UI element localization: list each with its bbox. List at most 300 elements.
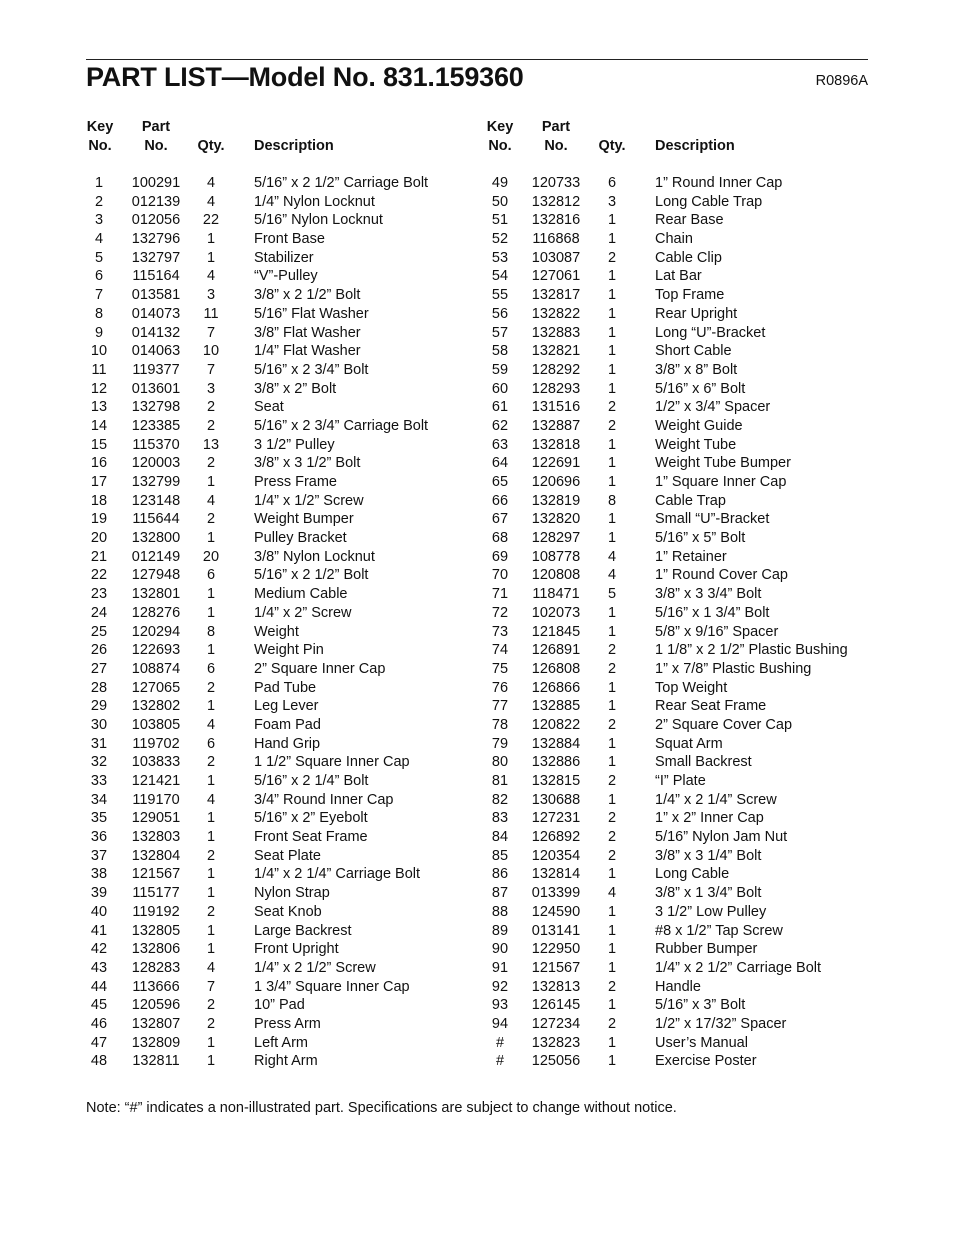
qty-cell: 2 [607,716,617,733]
part-no-cell: 124590 [531,903,581,920]
part-no-cell: 127234 [531,1015,581,1032]
description-cell: 1 1/2” Square Inner Cap [254,754,410,771]
part-no-cell: 120003 [131,455,181,472]
description-cell: Small Backrest [655,754,752,771]
description-cell: 1 1/8” x 2 1/2” Plastic Bushing [655,642,848,659]
key-no-cell: 33 [90,773,108,789]
qty-cell: 2 [607,847,617,864]
qty-cell: 1 [206,604,216,621]
key-no-cell: 22 [90,567,108,584]
qty-cell: 1 [607,698,617,715]
qty-cell: 1 [206,1053,216,1070]
qty-cell: 1 [206,922,216,939]
description-cell: Pulley Bracket [254,530,347,547]
qty-cell: 3 [206,380,216,397]
description-cell: Squat Arm [655,735,723,752]
description-cell: 10” Pad [254,997,305,1014]
part-no-cell: 108778 [531,548,581,565]
part-no-cell: 120808 [531,567,581,584]
part-no-cell: 132815 [531,773,581,789]
description-cell: 5/16” x 3” Bolt [655,997,746,1014]
key-no-cell: 70 [491,567,509,584]
part-no-cell: 132886 [531,754,581,771]
key-no-cell: 40 [90,903,108,920]
qty-cell: 2 [607,417,617,434]
description-cell: 5/16” x 1 3/4” Bolt [655,604,770,621]
part-no-cell: 115370 [132,436,180,453]
qty-cell: 2 [206,1015,216,1032]
part-no-cell: 132798 [131,399,181,416]
qty-cell: 5 [607,586,617,603]
key-no-cell: 57 [491,324,509,341]
part-no-cell: 126891 [531,642,581,659]
description-cell: Weight [254,623,299,640]
header-description-left: Description [254,138,334,154]
key-no-cell: 72 [491,604,509,621]
part-no-cell: 128292 [531,361,581,378]
part-no-cell: 126145 [531,997,581,1014]
description-cell: 5/16” x 5” Bolt [655,530,746,547]
key-no-cell: 74 [491,642,509,659]
key-no-cell: 18 [90,492,108,509]
key-no-cell: # [495,1053,505,1070]
key-no-cell: 61 [491,399,509,416]
description-cell: Front Upright [254,941,339,958]
qty-cell: 1 [206,829,216,846]
key-no-cell: 5 [94,249,104,266]
key-no-cell: 91 [491,959,509,976]
key-no-cell: 71 [491,586,509,603]
qty-cell: 2 [607,773,617,789]
key-no-cell: 12 [90,380,108,397]
key-no-cell: 49 [491,175,509,191]
key-no-cell: 76 [491,679,509,696]
qty-cell: 4 [206,791,216,808]
description-cell: 1/4” Flat Washer [254,343,361,360]
key-no-cell: 54 [491,268,509,285]
description-cell: 3/8” x 3 3/4” Bolt [655,586,762,603]
key-no-cell: 85 [491,847,509,864]
key-no-cell: 94 [491,1015,509,1032]
key-no-cell: 39 [90,885,108,902]
part-no-cell: 127231 [531,810,581,827]
part-no-cell: 012149 [131,548,181,565]
key-no-cell: 20 [90,530,108,547]
part-no-cell: 103087 [531,249,581,266]
part-no-cell: 121421 [131,773,181,789]
description-cell: 3/8” x 1 3/4” Bolt [655,885,762,902]
key-no-cell: 58 [491,343,509,360]
qty-cell: 1 [206,231,216,248]
key-no-cell: 1 [94,175,104,191]
part-no-cell: 120596 [131,997,181,1014]
part-no-cell: 115644 [132,511,180,528]
description-cell: 1/2” x 3/4” Spacer [655,399,771,416]
qty-cell: 4 [206,175,216,191]
header-key-no-left [75,118,125,156]
part-no-cell: 131516 [531,399,581,416]
description-cell: Rear Upright [655,305,738,322]
description-cell: Long “U”-Bracket [655,324,766,341]
description-cell: 1/4” x 1/2” Screw [254,492,364,509]
key-no-cell: 3 [94,212,104,229]
qty-cell: 2 [206,455,216,472]
description-cell: 5/16” x 2 1/4” Bolt [254,773,369,789]
qty-cell: 1 [607,231,617,248]
qty-cell: 4 [607,567,617,584]
header-key-label: Key [86,119,114,135]
key-no-cell: 62 [491,417,509,434]
description-cell: Seat Plate [254,847,321,864]
description-cell: Cable Clip [655,249,722,266]
qty-cell: 1 [607,866,617,883]
key-no-cell: 2 [94,193,104,210]
description-cell: Exercise Poster [655,1053,757,1070]
qty-cell: 2 [607,642,617,659]
part-no-cell: 132801 [131,586,181,603]
description-cell: Press Arm [254,1015,321,1032]
description-cell: 3/8” x 2” Bolt [254,380,337,397]
description-cell: 5/16” Nylon Locknut [254,212,383,229]
header-qty-right: Qty. [598,138,626,154]
key-no-cell: 7 [94,287,104,304]
description-cell: Cable Trap [655,492,726,509]
key-no-cell: 80 [491,754,509,771]
key-no-cell: # [495,1034,505,1051]
part-no-cell: 014063 [131,343,181,360]
part-no-cell: 122950 [531,941,581,958]
key-no-cell: 6 [94,268,104,285]
qty-cell: 11 [203,305,219,322]
description-cell: Medium Cable [254,586,348,603]
footnote: Note: “#” indicates a non-illustrated part. Specifications are subject to change without notice. [86,1100,677,1116]
qty-cell: 1 [607,361,617,378]
key-no-cell: 90 [491,941,509,958]
qty-cell: 8 [607,492,617,509]
qty-cell: 3 [607,193,617,210]
qty-cell: 7 [206,324,216,341]
qty-cell: 1 [607,903,617,920]
qty-cell: 2 [607,249,617,266]
description-cell: Rear Seat Frame [655,698,767,715]
part-no-cell: 013601 [131,380,181,397]
part-no-cell: 013581 [131,287,181,304]
qty-cell: 2 [607,978,617,995]
part-no-cell: 132823 [531,1034,581,1051]
key-no-cell: 37 [90,847,108,864]
part-no-cell: 102073 [531,604,581,621]
qty-cell: 1 [607,791,617,808]
key-no-cell: 14 [90,417,108,434]
qty-cell: 8 [206,623,216,640]
key-no-cell: 27 [90,660,108,677]
qty-cell: 1 [607,455,617,472]
description-cell: 5/16” Flat Washer [254,305,369,322]
qty-cell: 1 [607,324,617,341]
key-no-cell: 26 [90,642,108,659]
part-no-cell: 132819 [531,492,581,509]
part-no-cell: 127948 [131,567,181,584]
key-no-cell: 32 [90,754,108,771]
qty-cell: 1 [607,268,617,285]
description-cell: Weight Guide [655,417,743,434]
part-no-cell: 132797 [131,249,181,266]
part-no-cell: 132812 [531,193,581,210]
qty-cell: 1 [607,380,617,397]
part-no-cell: 128283 [131,959,181,976]
part-no-cell: 129051 [131,810,181,827]
part-no-cell: 121845 [531,623,581,640]
description-cell: Press Frame [254,474,337,490]
qty-cell: 1 [607,436,617,453]
qty-cell: 1 [607,511,617,528]
description-cell: 3/4” Round Inner Cap [254,791,394,808]
part-no-cell: 132821 [531,343,581,360]
description-cell: 1” Round Inner Cap [655,175,783,191]
key-no-cell: 38 [90,866,108,883]
description-cell: Large Backrest [254,922,352,939]
qty-cell: 2 [607,1015,617,1032]
key-no-cell: 29 [90,698,108,715]
part-no-cell: 103833 [131,754,181,771]
description-cell: Long Cable Trap [655,193,763,210]
qty-cell: 6 [206,660,216,677]
key-no-cell: 88 [491,903,509,920]
description-cell: 1/4” x 2 1/2” Screw [254,959,376,976]
key-no-cell: 46 [90,1015,108,1032]
key-no-cell: 16 [90,455,108,472]
description-cell: 2” Square Inner Cap [254,660,386,677]
description-cell: #8 x 1/2” Tap Screw [655,922,783,939]
key-no-cell: 92 [491,978,509,995]
description-cell: Top Weight [655,679,728,696]
qty-cell: 1 [206,249,216,266]
qty-cell: 2 [206,754,216,771]
header-qty-left: Qty. [197,138,225,154]
part-no-cell: 127061 [531,268,581,285]
description-cell: Small “U”-Bracket [655,511,770,528]
part-no-cell: 126866 [531,679,581,696]
key-no-cell: 50 [491,193,509,210]
qty-cell: 2 [607,829,617,846]
qty-cell: 1 [607,305,617,322]
key-no-cell: 66 [491,492,509,509]
part-no-cell: 123385 [131,417,181,434]
part-no-cell: 132818 [531,436,581,453]
part-no-cell: 115177 [132,885,180,902]
description-cell: 5/16” x 6” Bolt [655,380,746,397]
qty-cell: 4 [607,548,617,565]
key-no-cell: 44 [90,978,108,995]
key-no-cell: 73 [491,623,509,640]
qty-cell: 1 [607,474,617,490]
description-cell: 1” Retainer [655,548,727,565]
qty-cell: 1 [607,735,617,752]
description-cell: Handle [655,978,701,995]
key-no-cell: 86 [491,866,509,883]
part-no-cell: 012139 [131,193,181,210]
header-part-label: Part [541,119,571,135]
qty-cell: 2 [607,660,617,677]
description-cell: 1” x 7/8” Plastic Bushing [655,660,812,677]
description-cell: Rear Base [655,212,724,229]
part-no-cell: 132796 [131,231,181,248]
description-cell: 1” Round Cover Cap [655,567,788,584]
part-no-cell: 014073 [131,305,181,322]
qty-cell: 1 [206,642,216,659]
qty-cell: 1 [206,474,216,490]
part-no-cell: 121567 [131,866,181,883]
key-no-cell: 52 [491,231,509,248]
header-part-label: Part [141,119,171,135]
qty-cell: 1 [206,773,216,789]
qty-cell: 1 [607,941,617,958]
qty-cell: 2 [607,399,617,416]
header-key-no-right [475,118,525,156]
description-cell: Pad Tube [254,679,317,696]
key-no-cell: 64 [491,455,509,472]
qty-cell: 1 [607,997,617,1014]
qty-cell: 1 [206,698,216,715]
qty-cell: 6 [607,175,617,191]
part-no-cell: 012056 [131,212,181,229]
qty-cell: 22 [202,212,220,229]
part-no-cell: 132809 [131,1034,181,1051]
description-cell: 5/16” x 2 3/4” Carriage Bolt [254,417,429,434]
key-no-cell: 15 [90,436,108,453]
description-cell: Seat Knob [254,903,322,920]
qty-cell: 10 [202,343,220,360]
key-no-cell: 67 [491,511,509,528]
key-no-cell: 51 [491,212,509,229]
qty-cell: 7 [206,978,216,995]
part-no-cell: 122691 [531,455,581,472]
part-no-cell: 119192 [132,903,180,920]
description-cell: 1/4” x 2 1/2” Carriage Bolt [655,959,822,976]
header-no-label: No. [488,138,512,154]
key-no-cell: 10 [90,343,108,360]
part-no-cell: 132803 [131,829,181,846]
key-no-cell: 59 [491,361,509,378]
qty-cell: 1 [607,623,617,640]
description-cell: Foam Pad [254,716,321,733]
key-no-cell: 24 [90,604,108,621]
part-no-cell: 128297 [531,530,581,547]
part-no-cell: 132799 [131,474,181,490]
part-no-cell: 120733 [531,175,581,191]
description-cell: Leg Lever [254,698,319,715]
part-no-cell: 132813 [531,978,581,995]
description-cell: Nylon Strap [254,885,330,902]
part-no-cell: 132800 [131,530,181,547]
qty-cell: 1 [607,754,617,771]
qty-cell: 2 [206,903,216,920]
key-no-cell: 36 [90,829,108,846]
part-no-cell: 132817 [531,287,581,304]
key-no-cell: 53 [491,249,509,266]
part-no-cell: 132802 [131,698,181,715]
key-no-cell: 93 [491,997,509,1014]
part-no-cell: 132885 [531,698,581,715]
part-no-cell: 132811 [132,1053,180,1070]
description-cell: 1” Square Inner Cap [655,474,787,490]
part-no-cell: 100291 [131,175,181,191]
key-no-cell: 48 [90,1053,108,1070]
part-no-cell: 115164 [132,268,180,285]
key-no-cell: 83 [491,810,509,827]
description-cell: 3/8” x 3 1/4” Bolt [655,847,762,864]
part-no-cell: 120294 [131,623,181,640]
key-no-cell: 81 [491,773,509,789]
key-no-cell: 41 [90,922,108,939]
description-cell: 1/2” x 17/32” Spacer [655,1015,787,1032]
description-cell: 2” Square Cover Cap [655,716,793,733]
part-no-cell: 121567 [531,959,581,976]
description-cell: Right Arm [254,1053,318,1070]
header-no-label: No. [88,138,112,154]
description-cell: 3/8” x 2 1/2” Bolt [254,287,361,304]
description-cell: 3 1/2” Low Pulley [655,903,767,920]
qty-cell: 1 [607,922,617,939]
key-no-cell: 23 [90,586,108,603]
description-cell: Chain [655,231,693,248]
key-no-cell: 31 [90,735,108,752]
key-no-cell: 68 [491,530,509,547]
key-no-cell: 42 [90,941,108,958]
description-cell: 5/16” x 2” Eyebolt [254,810,368,827]
key-no-cell: 75 [491,660,509,677]
part-no-cell: 014132 [131,324,181,341]
qty-cell: 1 [607,530,617,547]
header-description-right: Description [655,138,735,154]
header-part-no-right [521,118,591,156]
header-no-label: No. [144,138,168,154]
key-no-cell: 25 [90,623,108,640]
key-no-cell: 89 [491,922,509,939]
description-cell: 1/4” x 2 1/4” Carriage Bolt [254,866,421,883]
document-code: R0896A [815,73,868,89]
description-cell: 5/16” Nylon Jam Nut [655,829,788,846]
description-cell: User’s Manual [655,1034,748,1051]
description-cell: 3/8” x 3 1/2” Bolt [254,455,361,472]
part-no-cell: 013141 [531,922,581,939]
qty-cell: 1 [607,1034,617,1051]
part-no-cell: 120696 [531,474,581,490]
part-no-cell: 132807 [131,1015,181,1032]
qty-cell: 2 [206,997,216,1014]
qty-cell: 1 [206,866,216,883]
qty-cell: 2 [607,810,617,827]
key-no-cell: 84 [491,829,509,846]
key-no-cell: 30 [90,716,108,733]
key-no-cell: 43 [90,959,108,976]
qty-cell: 1 [206,810,216,827]
description-cell: Left Arm [254,1034,308,1051]
part-no-cell: 132884 [531,735,581,752]
description-cell: Long Cable [655,866,730,883]
key-no-cell: 60 [491,380,509,397]
part-no-cell: 132806 [131,941,181,958]
key-no-cell: 63 [491,436,509,453]
qty-cell: 1 [607,1053,617,1070]
part-no-cell: 132814 [531,866,581,883]
key-no-cell: 9 [94,324,104,341]
qty-cell: 4 [206,193,216,210]
description-cell: 3/8” Nylon Locknut [254,548,375,565]
part-no-cell: 119702 [132,735,180,752]
qty-cell: 1 [206,530,216,547]
part-no-cell: 132887 [531,417,581,434]
